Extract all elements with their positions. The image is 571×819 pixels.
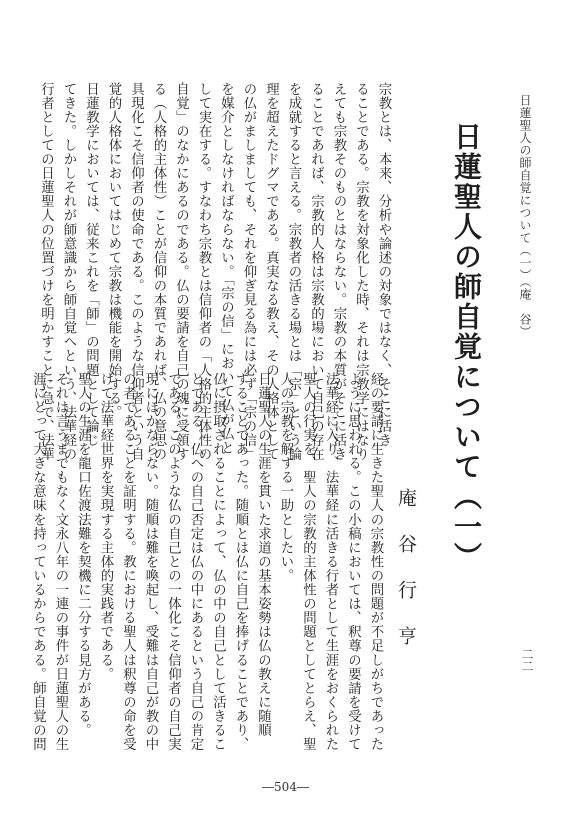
- text-line: 仏に摂取されることによって、仏の中の自己として活きるこ: [210, 372, 226, 752]
- text-line: することであった。随順とは仏に自己を捧げることであり、: [233, 372, 248, 752]
- text-line: 聖人の行実を、聖人の宗教的主体性の問題としてとらえ、聖: [300, 372, 316, 752]
- text-line: ように思われる。この小稿においては、釈尊の要請を受けて: [345, 372, 361, 752]
- side-page-number: 二二: [520, 648, 534, 672]
- text-line: る（人格的主体性）ことが信仰の本質であれば、仏の意思の: [151, 82, 166, 462]
- text-line: 人の宗教を解する一助としたい。: [278, 372, 293, 583]
- text-line: 理を超えたドグマである。真実なる教え、その人格体として: [263, 82, 279, 462]
- body-lower-column: [30, 372, 386, 752]
- running-header: 日蓮聖人の師自覚について（一）（庵 谷）: [518, 94, 532, 338]
- article-title: 日蓮聖人の師自覚について（一）: [450, 122, 483, 572]
- text-line: えても宗教そのものとはならない。宗教の本質がそこに活き: [331, 82, 346, 462]
- article-author: 庵谷行亨: [395, 488, 417, 672]
- text-line: 現にほかならない。随順は難を喚起し、受難は自己が教の中: [143, 372, 158, 752]
- page-number: ―504―: [262, 780, 309, 794]
- text-line: とである。仏への自己否定は仏の中にあるという自己の肯定: [188, 372, 203, 752]
- text-line: 覚的人格体においてはじめて宗教は機能を開始する。: [106, 82, 121, 420]
- text-line: して実在する。すなわち宗教とは信仰者の「人格的主体性の: [196, 82, 211, 462]
- text-line: 経の要請に生きた聖人の宗教性の問題が不足しがちであった: [368, 372, 383, 752]
- text-line: の仏がましましても、それを仰ぎ見る為には必ず「宗の信」: [241, 82, 256, 462]
- text-line: である。このような仏の自己との一体化こそ信仰者の自己実: [165, 372, 181, 752]
- text-line: 法華経に入り、法華経に活きる行者として生涯をおくられた: [323, 372, 338, 752]
- text-line: けて法華経世界を実現する主体的実践者である。: [98, 372, 113, 682]
- text-line: ることである。宗教を対象化した時、それは宗教学にはなり: [353, 82, 369, 462]
- text-line: 宗教とは、本来、分析や論述の対象ではなく、そこに活き: [376, 82, 391, 448]
- body-upper-column: [38, 82, 394, 462]
- text-line: の者であることを証明する。教における聖人は釈尊の命を受: [120, 372, 136, 752]
- text-line: 具現化こそ信仰者の使命である。このような信仰者という自: [128, 82, 144, 462]
- text-line: てきた。しかしそれが師意識から師自覚へという、法華経の: [61, 82, 76, 462]
- text-line: 自覚」のなかにあるのである。仏の要請を自己の魂に受領す: [173, 82, 189, 462]
- text-line: 涯にとって大きな意味を持っているからである。師自覚の問: [30, 372, 46, 752]
- text-line: 行者としての日蓮聖人の位置づけを明かすことに急で、法華: [38, 82, 54, 462]
- text-line: それは言うまでもなく文永八年の一連の事件が日蓮聖人の生: [53, 372, 68, 752]
- text-line: 日蓮教学においては、従来これを「師」の問題として論じ: [83, 82, 99, 448]
- text-line: 聖人の生涯を龍口佐渡法難を契機に二分する見方がある。: [75, 372, 91, 738]
- text-line: を成就すると言える。宗教者の活きる場とは「宗」という論: [286, 82, 301, 462]
- text-line: 日蓮聖人の生涯を貫いた求道の基本姿勢は仏の教えに随順: [255, 372, 271, 738]
- text-line: ることであれば、宗教的人格は宗教的場において自己の存在: [308, 82, 324, 462]
- text-line: を媒介としなければならない。「宗の信」において仏が仏と: [218, 82, 234, 455]
